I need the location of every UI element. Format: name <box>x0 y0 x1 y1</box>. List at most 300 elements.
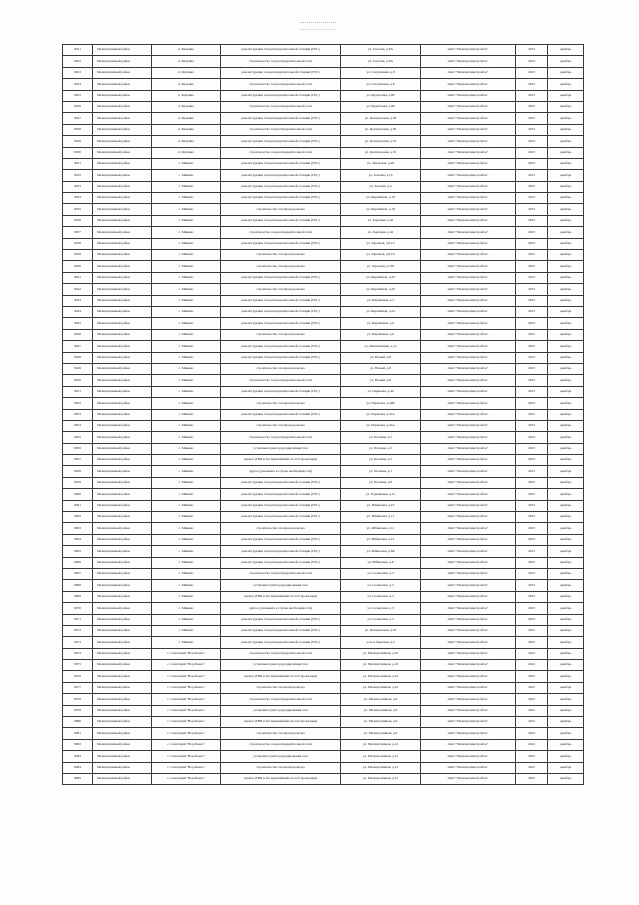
work-type-cell: строительство газораспределительной сети <box>221 648 341 659</box>
row-number-cell: 9063 <box>63 523 93 534</box>
address-cell: ул. Солнечная, д.3 <box>341 580 421 591</box>
table-row <box>63 193 584 204</box>
year-cell: 2023 <box>516 568 548 579</box>
district-cell: Мелиоративный район <box>93 580 152 591</box>
contractor-cell: ОАО "Мелиоративстройгаз" <box>421 45 516 56</box>
row-number-cell: 9064 <box>63 534 93 545</box>
month-cell: декабрь <box>548 489 584 500</box>
contractor-cell: ОАО "Мелиоративстройгаз" <box>421 284 516 295</box>
year-cell: 2023 <box>516 443 548 454</box>
work-type-cell: строительство газопровода-ввода <box>221 329 341 340</box>
contractor-cell: ОАО "Мелиоративстройгаз" <box>421 728 516 739</box>
table-row <box>63 682 584 693</box>
settlement-cell: с. Мякино <box>152 227 221 238</box>
work-type-cell: установка пункта редуцирования газа <box>221 705 341 716</box>
row-number-cell: 9067 <box>63 568 93 579</box>
year-cell: 2023 <box>516 306 548 317</box>
month-cell: декабрь <box>548 56 584 67</box>
row-number-cell: 9044 <box>63 306 93 317</box>
district-cell: Мелиоративный район <box>93 512 152 523</box>
month-cell: декабрь <box>548 523 584 534</box>
year-cell: 2023 <box>516 546 548 557</box>
row-number-cell: 9058 <box>63 466 93 477</box>
settlement-cell: п. Куприно <box>152 67 221 78</box>
district-cell: Мелиоративный район <box>93 238 152 249</box>
address-cell: ул. Центральная, д.39 <box>341 124 421 135</box>
month-cell: декабрь <box>548 694 584 705</box>
address-cell: ул. Мелиоративная, д.9 <box>341 694 421 705</box>
work-type-cell: реконструкция газораспределительной станции (ГРС) <box>221 477 341 488</box>
year-cell: 2023 <box>516 67 548 78</box>
year-cell: 2023 <box>516 557 548 568</box>
row-number-cell: 9021 <box>63 45 93 56</box>
year-cell: 2023 <box>516 466 548 477</box>
table-row <box>63 386 584 397</box>
year-cell: 2023 <box>516 363 548 374</box>
contractor-cell: ОАО "Мелиоративстройгаз" <box>421 375 516 386</box>
year-cell: 2023 <box>516 227 548 238</box>
table-row <box>63 717 584 728</box>
district-cell: Мелиоративный район <box>93 306 152 317</box>
table-row <box>63 546 584 557</box>
contractor-cell: ОАО "Мелиоративстройгаз" <box>421 170 516 181</box>
table-row <box>63 739 584 750</box>
contractor-cell: ОАО "Мелиоративстройгаз" <box>421 489 516 500</box>
year-cell: 2023 <box>516 591 548 602</box>
contractor-cell: ОАО "Мелиоративстройгаз" <box>421 147 516 158</box>
settlement-cell: с. Мякино <box>152 306 221 317</box>
row-number-cell: 9040 <box>63 261 93 272</box>
table-row <box>63 409 584 420</box>
address-cell: ул. Механизации, д.1а <box>341 341 421 352</box>
district-cell: Мелиоративный район <box>93 363 152 374</box>
contractor-cell: ОАО "Мелиоративстройгаз" <box>421 751 516 762</box>
address-cell: ул. Рябиновая, д.11 <box>341 523 421 534</box>
contractor-cell: ОАО "Мелиоративстройгаз" <box>421 717 516 728</box>
year-cell: 2023 <box>516 523 548 534</box>
address-cell: ул. Мелиоративная, д.12 <box>341 751 421 762</box>
year-cell: 2023 <box>516 136 548 147</box>
year-cell: 2023 <box>516 375 548 386</box>
district-cell: Мелиоративный район <box>93 557 152 568</box>
year-cell: 2023 <box>516 409 548 420</box>
year-cell: 2023 <box>516 637 548 648</box>
year-cell: 2022 <box>516 774 548 785</box>
year-cell: 2023 <box>516 101 548 112</box>
district-cell: Мелиоративный район <box>93 272 152 283</box>
row-number-cell: 9085 <box>63 774 93 785</box>
year-cell: 2023 <box>516 534 548 545</box>
settlement-cell: с. Санаторий "Воробьево" <box>152 751 221 762</box>
district-cell: Мелиоративный район <box>93 147 152 158</box>
district-cell: Мелиоративный район <box>93 158 152 169</box>
settlement-cell: с. Мякино <box>152 386 221 397</box>
contractor-cell: ОАО "Мелиоративстройгаз" <box>421 215 516 226</box>
work-type-cell: реконструкция газораспределительной станции (ГРС) <box>221 215 341 226</box>
month-cell: декабрь <box>548 637 584 648</box>
year-cell: 2023 <box>516 432 548 443</box>
table-row <box>63 124 584 135</box>
row-number-cell: 9076 <box>63 671 93 682</box>
year-cell: 2023 <box>516 398 548 409</box>
contractor-cell: ОАО "Мелиоративстройгаз" <box>421 739 516 750</box>
month-cell: декабрь <box>548 568 584 579</box>
table-row <box>63 728 584 739</box>
contractor-cell: ОАО "Мелиоративстройгаз" <box>421 113 516 124</box>
year-cell: 2022 <box>516 671 548 682</box>
address-cell: ул. Полевая, д.8 <box>341 477 421 488</box>
year-cell: 2023 <box>516 580 548 591</box>
month-cell: декабрь <box>548 318 584 329</box>
month-cell: декабрь <box>548 272 584 283</box>
address-cell: ул. Мелиоративная, д.10 <box>341 660 421 671</box>
table-row <box>63 341 584 352</box>
work-type-cell: реконструкция газораспределительной станции (ГРС) <box>221 534 341 545</box>
settlement-cell: с. Санаторий "Воробьево" <box>152 705 221 716</box>
work-type-cell: установка пункта редуцирования газа <box>221 580 341 591</box>
work-type-cell: прокол (ГНБ и бестраншейный способ прокладки) <box>221 671 341 682</box>
district-cell: Мелиоративный район <box>93 341 152 352</box>
row-number-cell: 9059 <box>63 477 93 488</box>
settlement-cell: с. Санаторий "Воробьево" <box>152 728 221 739</box>
district-cell: Мелиоративный район <box>93 432 152 443</box>
settlement-cell: с. Мякино <box>152 512 221 523</box>
settlement-cell: с. Мякино <box>152 363 221 374</box>
row-number-cell: 9035 <box>63 204 93 215</box>
district-cell: Мелиоративный район <box>93 398 152 409</box>
contractor-cell: ОАО "Мелиоративстройгаз" <box>421 56 516 67</box>
contractor-cell: ОАО "Мелиоративстройгаз" <box>421 455 516 466</box>
month-cell: декабрь <box>548 512 584 523</box>
year-cell: 2023 <box>516 455 548 466</box>
year-cell: 2023 <box>516 113 548 124</box>
settlement-cell: с. Санаторий "Воробьево" <box>152 660 221 671</box>
table-body <box>63 45 584 785</box>
month-cell: декабрь <box>548 67 584 78</box>
month-cell: декабрь <box>548 375 584 386</box>
district-cell: Мелиоративный район <box>93 170 152 181</box>
table-row <box>63 625 584 636</box>
district-cell: Мелиоративный район <box>93 774 152 785</box>
settlement-cell: с. Санаторий "Воробьево" <box>152 671 221 682</box>
row-number-cell: 9026 <box>63 101 93 112</box>
year-cell: 2023 <box>516 489 548 500</box>
settlement-cell: с. Мякино <box>152 193 221 204</box>
year-cell: 2023 <box>516 79 548 90</box>
work-type-cell: реконструкция газораспределительной станции (ГРС) <box>221 67 341 78</box>
row-number-cell: 9029 <box>63 136 93 147</box>
month-cell: декабрь <box>548 90 584 101</box>
address-cell: ул. Полевая, д.5 <box>341 455 421 466</box>
contractor-cell: ОАО "Мелиоративстройгаз" <box>421 386 516 397</box>
address-cell: ул. Фруктовая, д.89 <box>341 101 421 112</box>
address-cell: ул. Заречная, д.61/3 <box>341 238 421 249</box>
month-cell: декабрь <box>548 181 584 192</box>
row-number-cell: 9031 <box>63 158 93 169</box>
contractor-cell: ОАО "Мелиоративстройгаз" <box>421 774 516 785</box>
work-type-cell: реконструкция газораспределительной станции (ГРС) <box>221 546 341 557</box>
year-cell: 2023 <box>516 625 548 636</box>
district-cell: Мелиоративный район <box>93 728 152 739</box>
table-row <box>63 215 584 226</box>
year-cell: 2022 <box>516 660 548 671</box>
settlement-cell: с. Мякино <box>152 477 221 488</box>
settlement-cell: с. Санаторий "Воробьево" <box>152 717 221 728</box>
year-cell: 2022 <box>516 694 548 705</box>
settlement-cell: с. Санаторий "Воробьево" <box>152 739 221 750</box>
year-cell: 2023 <box>516 261 548 272</box>
address-cell: ул. Полевая, д.5 <box>341 466 421 477</box>
row-number-cell: 9042 <box>63 284 93 295</box>
table-row <box>63 272 584 283</box>
work-type-cell: строительство газопровода-ввода <box>221 728 341 739</box>
district-cell: Мелиоративный район <box>93 181 152 192</box>
work-type-cell: другое (указывать в случае необходимости) <box>221 603 341 614</box>
district-cell: Мелиоративный район <box>93 375 152 386</box>
work-type-cell: реконструкция газораспределительной станции (ГРС) <box>221 557 341 568</box>
row-number-cell: 9070 <box>63 603 93 614</box>
district-cell: Мелиоративный район <box>93 523 152 534</box>
district-cell: Мелиоративный район <box>93 751 152 762</box>
table-row <box>63 261 584 272</box>
work-type-cell: реконструкция газораспределительной станции (ГРС) <box>221 386 341 397</box>
district-cell: Мелиоративный район <box>93 660 152 671</box>
address-cell: ул. Новый, д.8 <box>341 375 421 386</box>
row-number-cell: 9073 <box>63 637 93 648</box>
table-row <box>63 170 584 181</box>
settlement-cell: с. Мякино <box>152 500 221 511</box>
table-row <box>63 762 584 773</box>
table-row <box>63 671 584 682</box>
settlement-cell: с. Мякино <box>152 170 221 181</box>
address-cell: ул. Мелиоративная, д.10 <box>341 671 421 682</box>
contractor-cell: ОАО "Мелиоративстройгаз" <box>421 682 516 693</box>
table-row <box>63 568 584 579</box>
address-cell: ул. Рябиновая, д.11 <box>341 512 421 523</box>
month-cell: декабрь <box>548 113 584 124</box>
contractor-cell: ОАО "Мелиоративстройгаз" <box>421 466 516 477</box>
settlement-cell: с. Мякино <box>152 625 221 636</box>
month-cell: декабрь <box>548 603 584 614</box>
table-row <box>63 79 584 90</box>
table-row <box>63 136 584 147</box>
month-cell: декабрь <box>548 250 584 261</box>
work-type-cell: реконструкция газораспределительной станции (ГРС) <box>221 409 341 420</box>
address-cell: ул. Центральная, д.55 <box>341 147 421 158</box>
works-table <box>62 44 584 785</box>
settlement-cell: с. Мякино <box>152 466 221 477</box>
year-cell: 2023 <box>516 341 548 352</box>
month-cell: декабрь <box>548 614 584 625</box>
work-type-cell: реконструкция газораспределительной станции (ГРС) <box>221 158 341 169</box>
contractor-cell: ОАО "Мелиоративстройгаз" <box>421 762 516 773</box>
row-number-cell: 9024 <box>63 79 93 90</box>
district-cell: Мелиоративный район <box>93 101 152 112</box>
address-cell: ул. Мелиоративная, д.9 <box>341 728 421 739</box>
table-row <box>63 512 584 523</box>
row-number-cell: 9053 <box>63 409 93 420</box>
settlement-cell: с. Мякино <box>152 181 221 192</box>
table-row <box>63 318 584 329</box>
table-row <box>63 774 584 785</box>
address-cell: ул. Парковая, д.40Б <box>341 398 421 409</box>
contractor-cell: ОАО "Мелиоративстройгаз" <box>421 318 516 329</box>
address-cell: ул. Мелиоративная, д.10 <box>341 648 421 659</box>
district-cell: Мелиоративный район <box>93 694 152 705</box>
contractor-cell: ОАО "Мелиоративстройгаз" <box>421 193 516 204</box>
month-cell: декабрь <box>548 295 584 306</box>
year-cell: 2023 <box>516 181 548 192</box>
row-number-cell: 9049 <box>63 363 93 374</box>
year-cell: 2022 <box>516 762 548 773</box>
settlement-cell: п. Куприно <box>152 124 221 135</box>
address-cell: ул. Зеленая, д.4 <box>341 181 421 192</box>
row-number-cell: 9062 <box>63 512 93 523</box>
row-number-cell: 9036 <box>63 215 93 226</box>
district-cell: Мелиоративный район <box>93 717 152 728</box>
address-cell: ул. Мелиоративная, д.12 <box>341 739 421 750</box>
row-number-cell: 9043 <box>63 295 93 306</box>
address-cell: ул. Центральная, д.39 <box>341 113 421 124</box>
table-row <box>63 329 584 340</box>
work-type-cell: строительство газопровода-ввода <box>221 250 341 261</box>
table-row <box>63 534 584 545</box>
work-type-cell: другое (указывать в случае необходимости) <box>221 466 341 477</box>
work-type-cell: реконструкция газораспределительной станции (ГРС) <box>221 352 341 363</box>
address-cell: ул. Солнечная, д.3 <box>341 568 421 579</box>
address-cell: ул. Мелиоративная, д.9 <box>341 705 421 716</box>
table-row <box>63 147 584 158</box>
settlement-cell: п. Куприно <box>152 90 221 101</box>
month-cell: декабрь <box>548 136 584 147</box>
year-cell: 2023 <box>516 386 548 397</box>
table-row <box>63 694 584 705</box>
contractor-cell: ОАО "Мелиоративстройгаз" <box>421 261 516 272</box>
row-number-cell: 9081 <box>63 728 93 739</box>
work-type-cell: строительство газораспределительной сети <box>221 56 341 67</box>
table-row <box>63 227 584 238</box>
contractor-cell: ОАО "Мелиоративстройгаз" <box>421 432 516 443</box>
month-cell: декабрь <box>548 215 584 226</box>
contractor-cell: ОАО "Мелиоративстройгаз" <box>421 625 516 636</box>
work-type-cell: строительство газопровода-ввода <box>221 523 341 534</box>
row-number-cell: 9033 <box>63 181 93 192</box>
settlement-cell: с. Мякино <box>152 603 221 614</box>
district-cell: Мелиоративный район <box>93 284 152 295</box>
district-cell: Мелиоративный район <box>93 261 152 272</box>
address-cell: ул. Светлая, д.8А <box>341 56 421 67</box>
year-cell: 2022 <box>516 648 548 659</box>
contractor-cell: ОАО "Мелиоративстройгаз" <box>421 591 516 602</box>
row-number-cell: 9025 <box>63 90 93 101</box>
row-number-cell: 9023 <box>63 67 93 78</box>
row-number-cell: 9084 <box>63 762 93 773</box>
settlement-cell: с. Санаторий "Воробьево" <box>152 774 221 785</box>
work-type-cell: реконструкция газораспределительной станции (ГРС) <box>221 170 341 181</box>
address-cell: ул. Кирпичная, д.18 <box>341 204 421 215</box>
work-type-cell: реконструкция газораспределительной станции (ГРС) <box>221 489 341 500</box>
district-cell: Мелиоративный район <box>93 682 152 693</box>
table-row <box>63 113 584 124</box>
address-cell: ул. Рябиновая, д.6Б <box>341 546 421 557</box>
year-cell: 2022 <box>516 717 548 728</box>
row-number-cell: 9032 <box>63 170 93 181</box>
table-row <box>63 637 584 648</box>
settlement-cell: с. Мякино <box>152 534 221 545</box>
year-cell: 2023 <box>516 45 548 56</box>
district-cell: Мелиоративный район <box>93 534 152 545</box>
contractor-cell: ОАО "Мелиоративстройгаз" <box>421 523 516 534</box>
table-row <box>63 489 584 500</box>
row-number-cell: 9050 <box>63 375 93 386</box>
work-type-cell: прокол (ГНБ и бестраншейный способ прокладки) <box>221 717 341 728</box>
year-cell: 2023 <box>516 477 548 488</box>
table-row <box>63 284 584 295</box>
settlement-cell: п. Куприно <box>152 45 221 56</box>
work-type-cell: строительство газораспределительной сети <box>221 147 341 158</box>
district-cell: Мелиоративный район <box>93 420 152 431</box>
work-type-cell: установка пункта редуцирования газа <box>221 443 341 454</box>
work-type-cell: прокол (ГНБ и бестраншейный способ прокладки) <box>221 591 341 602</box>
settlement-cell: с. Мякино <box>152 318 221 329</box>
work-type-cell: реконструкция газораспределительной станции (ГРС) <box>221 341 341 352</box>
settlement-cell: с. Мякино <box>152 215 221 226</box>
work-type-cell: строительство газораспределительной сети <box>221 432 341 443</box>
table-row <box>63 238 584 249</box>
month-cell: декабрь <box>548 193 584 204</box>
district-cell: Мелиоративный район <box>93 56 152 67</box>
address-cell: ул. Кирпичная, д.18 <box>341 193 421 204</box>
month-cell: декабрь <box>548 261 584 272</box>
year-cell: 2023 <box>516 147 548 158</box>
year-cell: 2023 <box>516 238 548 249</box>
contractor-cell: ОАО "Мелиоративстройгаз" <box>421 512 516 523</box>
work-type-cell: реконструкция газораспределительной станции (ГРС) <box>221 90 341 101</box>
row-number-cell: 9046 <box>63 329 93 340</box>
contractor-cell: ОАО "Мелиоративстройгаз" <box>421 204 516 215</box>
month-cell: декабрь <box>548 477 584 488</box>
work-type-cell: строительство газопровода-ввода <box>221 284 341 295</box>
contractor-cell: ОАО "Мелиоративстройгаз" <box>421 329 516 340</box>
table-row <box>63 751 584 762</box>
address-cell: ул. Спортивная, д.8 <box>341 67 421 78</box>
year-cell: 2023 <box>516 250 548 261</box>
table-row <box>63 398 584 409</box>
contractor-cell: ОАО "Мелиоративстройгаз" <box>421 534 516 545</box>
month-cell: декабрь <box>548 774 584 785</box>
district-cell: Мелиоративный район <box>93 443 152 454</box>
month-cell: декабрь <box>548 420 584 431</box>
district-cell: Мелиоративный район <box>93 455 152 466</box>
table-row <box>63 101 584 112</box>
table-row <box>63 420 584 431</box>
district-cell: Мелиоративный район <box>93 705 152 716</box>
address-cell: ул. Солнечная, д.3 <box>341 591 421 602</box>
month-cell: декабрь <box>548 580 584 591</box>
month-cell: декабрь <box>548 443 584 454</box>
work-type-cell: строительство газораспределительной сети <box>221 568 341 579</box>
year-cell: 2023 <box>516 193 548 204</box>
address-cell: ул. Зеленая, д.16 <box>341 170 421 181</box>
year-cell: 2023 <box>516 603 548 614</box>
settlement-cell: с. Мякино <box>152 341 221 352</box>
address-cell: ул. Новый, д.8 <box>341 352 421 363</box>
month-cell: декабрь <box>548 158 584 169</box>
month-cell: декабрь <box>548 204 584 215</box>
month-cell: декабрь <box>548 671 584 682</box>
row-number-cell: 9045 <box>63 318 93 329</box>
contractor-cell: ОАО "Мелиоративстройгаз" <box>421 295 516 306</box>
